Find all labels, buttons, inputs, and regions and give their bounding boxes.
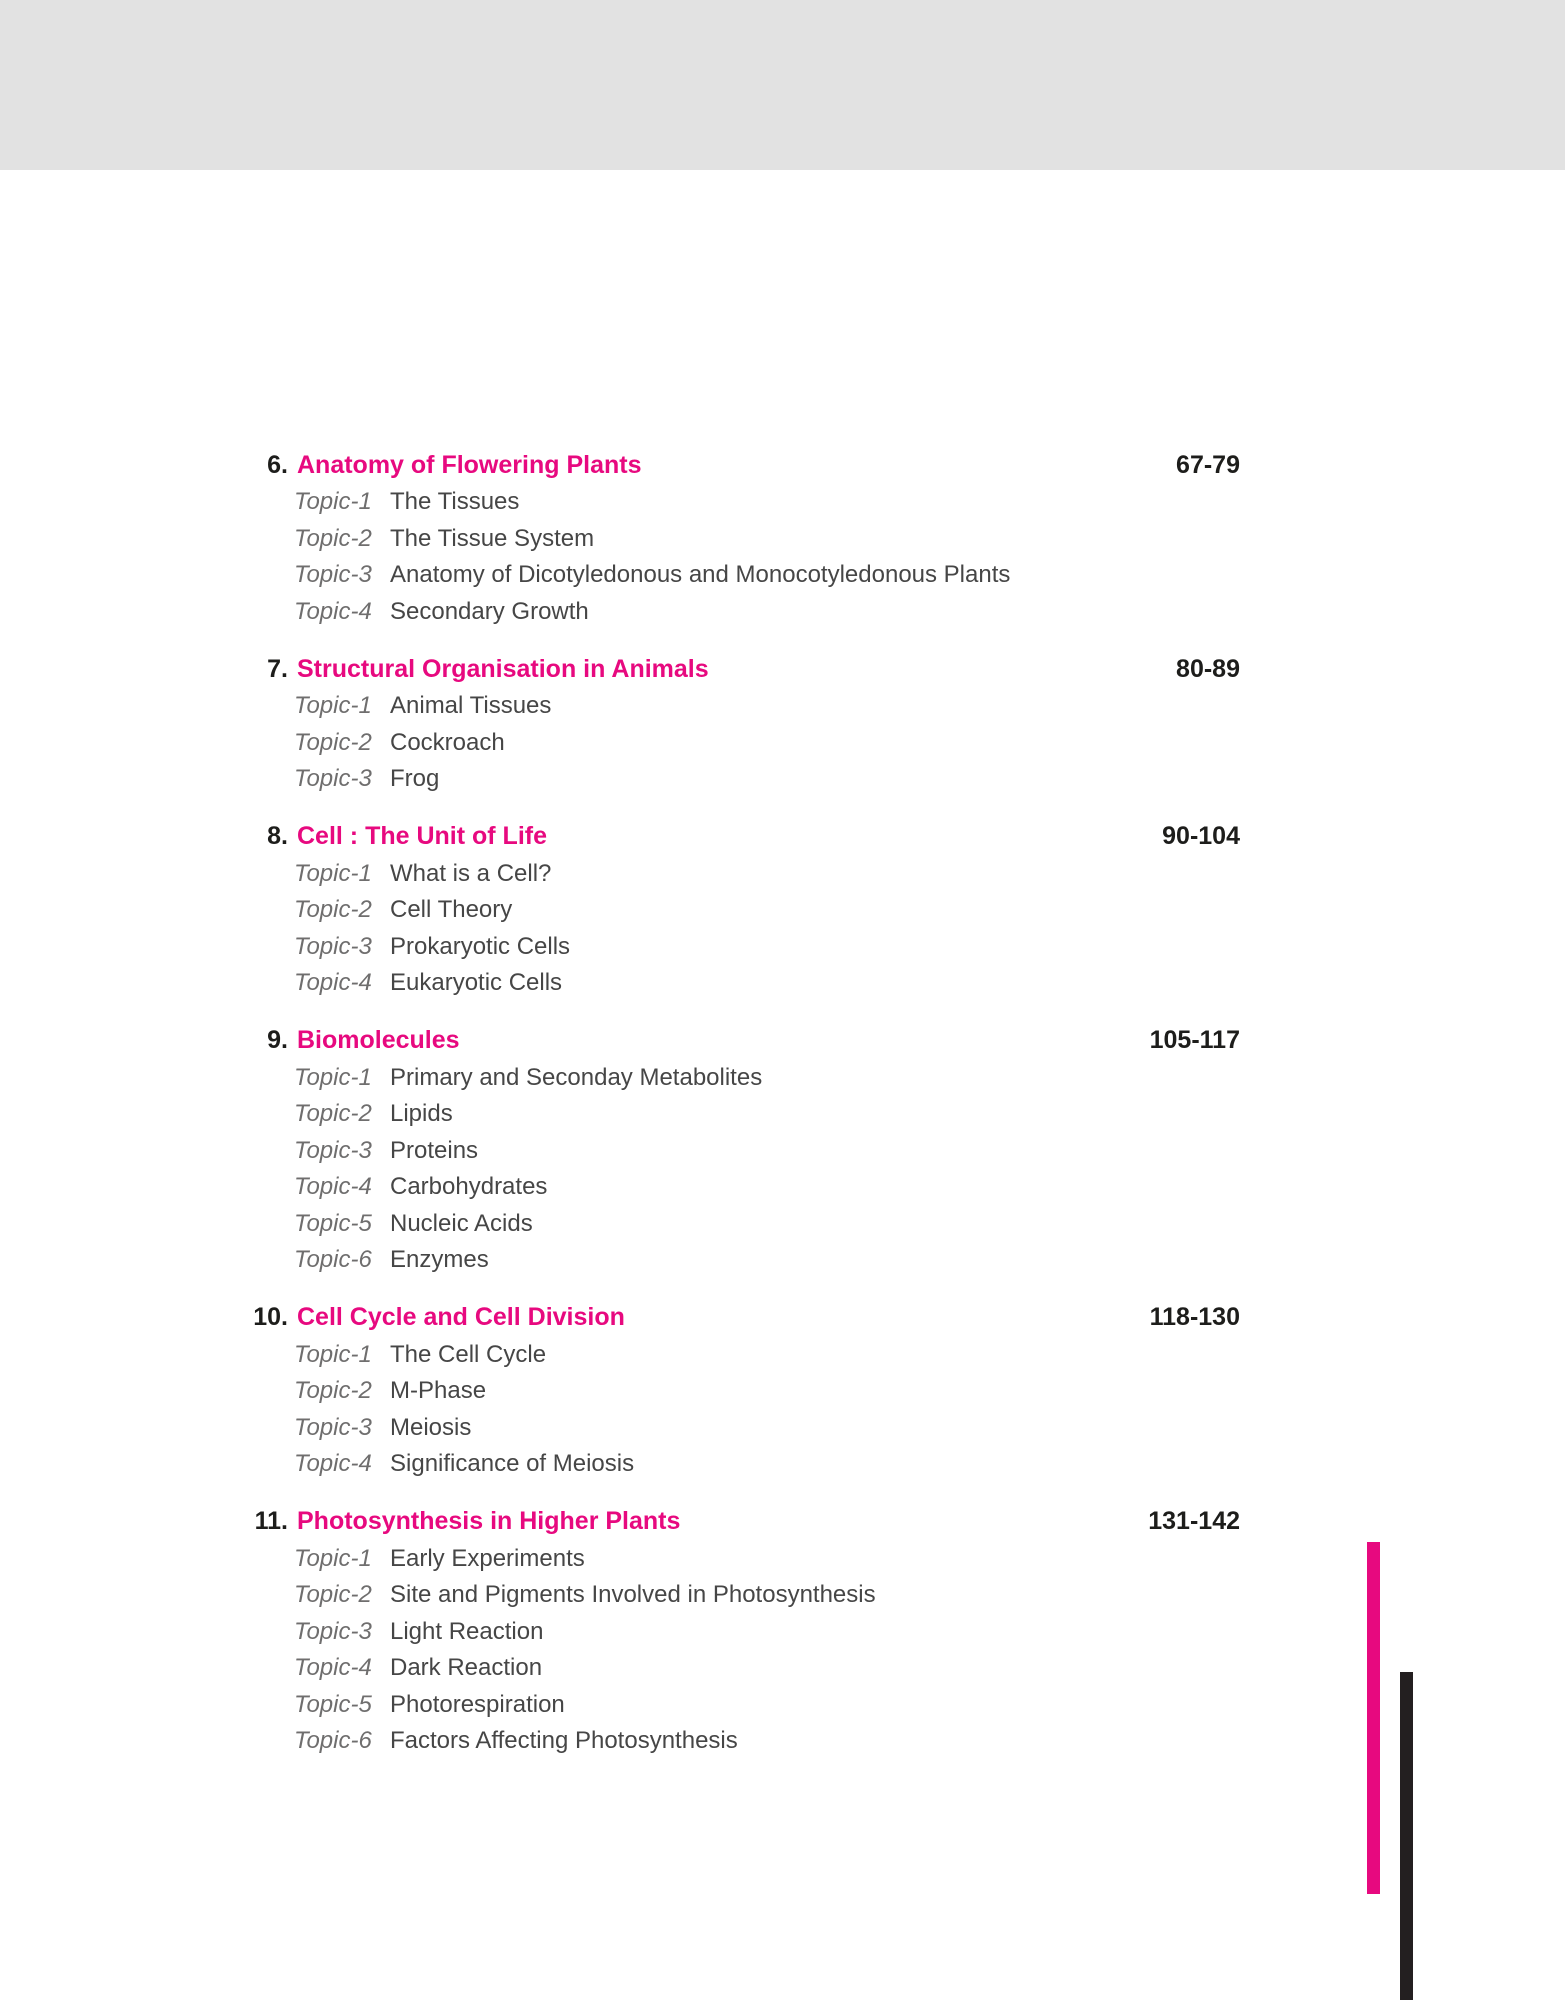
- topic-label: Topic-1: [294, 859, 372, 887]
- topic-label: Topic-3: [294, 1136, 372, 1164]
- chapter-heading-row: [0, 446, 1240, 484]
- topic-row: [0, 761, 1240, 798]
- topic-label: Topic-2: [294, 728, 372, 756]
- topic-label: Topic-2: [294, 1377, 372, 1405]
- topic-name: Meiosis: [390, 1413, 472, 1441]
- topic-row: [0, 856, 1240, 893]
- topic-row: [0, 557, 1240, 594]
- topic-name: Carbohydrates: [390, 1173, 548, 1201]
- topic-name: Nucleic Acids: [390, 1209, 533, 1237]
- topic-label: Topic-5: [294, 1209, 372, 1237]
- topic-label: Topic-3: [294, 932, 372, 960]
- chapter-heading-row: [0, 818, 1240, 856]
- topic-name: Primary and Seconday Metabolites: [390, 1063, 763, 1091]
- topic-label: Topic-6: [294, 1246, 372, 1274]
- topic-label: Topic-2: [294, 896, 372, 924]
- topic-label: Topic-3: [294, 765, 372, 793]
- chapter-page-range: 118-130: [1149, 1303, 1240, 1331]
- chapter-title: Biomolecules: [297, 1026, 460, 1054]
- chapter-number: 9.: [267, 1026, 288, 1054]
- topic-label: Topic-4: [294, 597, 372, 625]
- topic-label: Topic-4: [294, 1173, 372, 1201]
- topic-label: Topic-4: [294, 969, 372, 997]
- toc-chapter-entry: [0, 446, 1240, 630]
- topic-label: Topic-4: [294, 1654, 372, 1682]
- topic-row: [0, 1577, 1240, 1614]
- topic-label: Topic-2: [294, 1581, 372, 1609]
- topic-label: Topic-3: [294, 561, 372, 589]
- topic-row: [0, 1169, 1240, 1206]
- topic-label: Topic-1: [294, 1544, 372, 1572]
- chapter-number: 10.: [253, 1303, 288, 1331]
- topic-row: [0, 1242, 1240, 1279]
- chapter-number: 6.: [267, 450, 288, 479]
- topic-label: Topic-1: [294, 1340, 372, 1368]
- chapter-page-range: 67-79: [1176, 450, 1240, 479]
- topic-name: The Cell Cycle: [390, 1340, 547, 1368]
- chapter-number: 8.: [267, 822, 288, 850]
- topic-name: Lipids: [390, 1100, 453, 1128]
- topic-name: Frog: [390, 765, 440, 793]
- chapter-number: 7.: [267, 654, 288, 683]
- table-of-contents: [0, 446, 1240, 1780]
- topic-row: [0, 1650, 1240, 1687]
- topic-row: [0, 594, 1240, 631]
- toc-chapter-entry: [0, 650, 1240, 798]
- chapter-title: Cell Cycle and Cell Division: [297, 1303, 625, 1331]
- chapter-heading-row: [0, 1503, 1240, 1541]
- chapter-page-range: 80-89: [1176, 654, 1240, 683]
- topic-label: Topic-1: [294, 1063, 372, 1091]
- topic-row: [0, 1096, 1240, 1133]
- pink-accent-bar: [1367, 1542, 1380, 1894]
- chapter-heading-row: [0, 1299, 1240, 1337]
- topic-label: Topic-1: [294, 488, 372, 516]
- topic-row: [0, 1446, 1240, 1483]
- topic-name: Photorespiration: [390, 1690, 565, 1718]
- black-accent-bar: [1400, 1672, 1413, 2000]
- toc-chapter-entry: [0, 818, 1240, 1002]
- chapter-title: Anatomy of Flowering Plants: [297, 450, 642, 479]
- topic-name: Secondary Growth: [390, 597, 589, 625]
- topic-row: [0, 929, 1240, 966]
- topic-name: Significance of Meiosis: [390, 1450, 635, 1478]
- topic-name: M-Phase: [390, 1377, 487, 1405]
- chapter-title: Photosynthesis in Higher Plants: [297, 1507, 681, 1535]
- topic-name: What is a Cell?: [390, 859, 552, 887]
- topic-row: [0, 965, 1240, 1002]
- toc-chapter-entry: [0, 1503, 1240, 1760]
- chapter-page-range: 90-104: [1162, 822, 1240, 850]
- topic-name: Site and Pigments Involved in Photosynthesis: [390, 1581, 876, 1609]
- chapter-number: 11.: [254, 1507, 288, 1535]
- topic-label: Topic-5: [294, 1690, 372, 1718]
- chapter-title: Cell : The Unit of Life: [297, 822, 547, 850]
- topic-row: [0, 1373, 1240, 1410]
- topic-label: Topic-6: [294, 1727, 372, 1755]
- topic-label: Topic-3: [294, 1617, 372, 1645]
- topic-name: Enzymes: [390, 1246, 489, 1274]
- chapter-page-range: 131-142: [1148, 1507, 1240, 1535]
- topic-label: Topic-2: [294, 524, 372, 552]
- topic-row: [0, 1060, 1240, 1097]
- toc-chapter-entry: [0, 1022, 1240, 1279]
- topic-name: Cockroach: [390, 728, 505, 756]
- topic-label: Topic-2: [294, 1100, 372, 1128]
- topic-label: Topic-1: [294, 692, 372, 720]
- chapter-heading-row: [0, 1022, 1240, 1060]
- topic-name: Eukaryotic Cells: [390, 969, 563, 997]
- topic-row: [0, 1337, 1240, 1374]
- topic-name: The Tissue System: [390, 524, 595, 552]
- topic-name: Animal Tissues: [390, 692, 552, 720]
- topic-name: Anatomy of Dicotyledonous and Monocotyledonous Plants: [390, 561, 1011, 589]
- topic-name: The Tissues: [390, 488, 520, 516]
- topic-row: [0, 1410, 1240, 1447]
- topic-row: [0, 1133, 1240, 1170]
- topic-label: Topic-3: [294, 1413, 372, 1441]
- topic-name: Early Experiments: [390, 1544, 585, 1572]
- chapter-title: Structural Organisation in Animals: [297, 654, 709, 683]
- topic-name: Light Reaction: [390, 1617, 544, 1645]
- topic-row: [0, 1614, 1240, 1651]
- topic-name: Dark Reaction: [390, 1654, 543, 1682]
- topic-name: Factors Affecting Photosynthesis: [390, 1727, 738, 1755]
- page-top-gray-band: [0, 0, 1565, 170]
- topic-row: [0, 521, 1240, 558]
- topic-row: [0, 1541, 1240, 1578]
- topic-row: [0, 1206, 1240, 1243]
- topic-row: [0, 1687, 1240, 1724]
- chapter-page-range: 105-117: [1149, 1026, 1240, 1054]
- topic-row: [0, 688, 1240, 725]
- chapter-heading-row: [0, 650, 1240, 688]
- topic-name: Prokaryotic Cells: [390, 932, 571, 960]
- topic-row: [0, 725, 1240, 762]
- toc-chapter-entry: [0, 1299, 1240, 1483]
- topic-label: Topic-4: [294, 1450, 372, 1478]
- topic-name: Proteins: [390, 1136, 479, 1164]
- topic-row: [0, 892, 1240, 929]
- topic-row: [0, 1723, 1240, 1760]
- topic-name: Cell Theory: [390, 896, 513, 924]
- topic-row: [0, 484, 1240, 521]
